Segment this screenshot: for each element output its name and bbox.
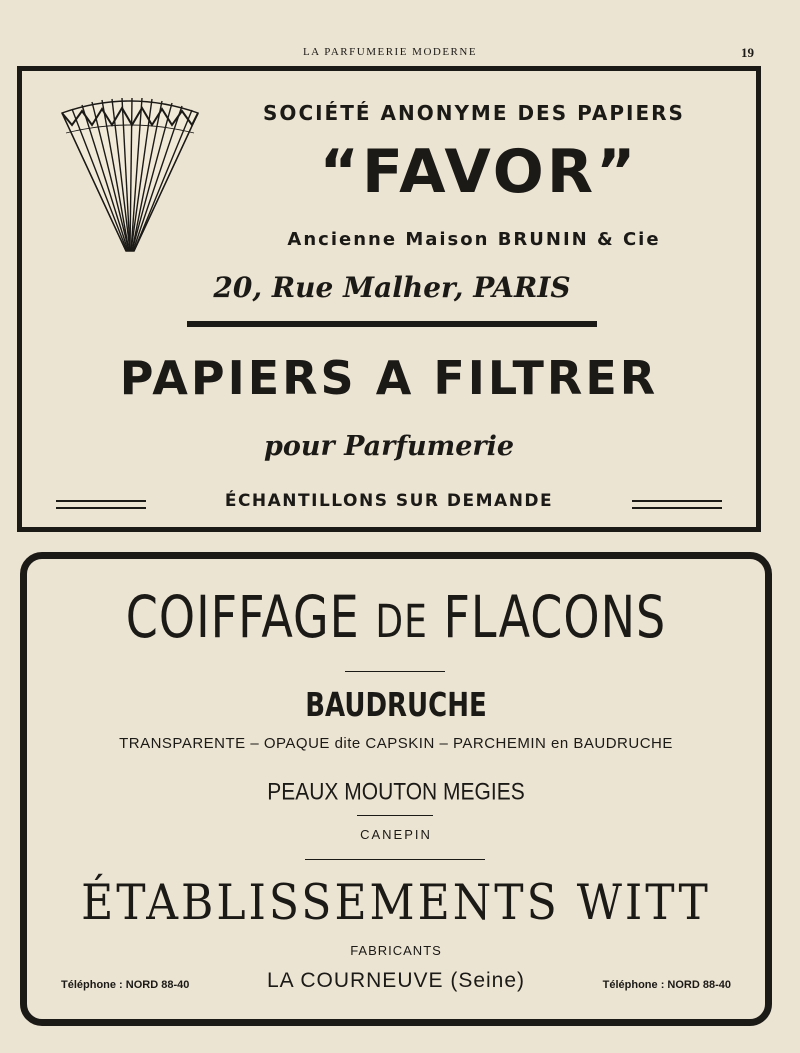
headline-connector: DE [375,596,428,648]
company-name: SOCIÉTÉ ANONYME DES PAPIERS [263,101,685,125]
canvas-product: CANEPIN [360,827,432,842]
double-rule-right [632,500,722,509]
filter-paper-icon [58,93,202,255]
divider-rule [357,815,433,816]
ad-headline [27,583,765,651]
firm-location: LA COURNEUVE (Seine) [266,969,526,992]
headline-word-1: COIFFAGE [125,583,360,651]
heavy-rule [187,321,597,327]
brand-name: “FAVOR” [319,137,639,207]
material-types: TRANSPARENTE – OPAQUE dite CAPSKIN – PARCHEMIN en BAUDRUCHE [119,735,673,752]
page-number: 19 [741,45,754,60]
former-house: Ancienne Maison BRUNIN & Cie [287,229,661,250]
samples-row [52,491,726,515]
favor-advertisement [17,66,761,532]
divider-rule [345,671,445,672]
product-use: pour Parfumerie [263,431,515,462]
divider-rule [305,859,485,860]
running-title: LA PARFUMERIE MODERNE [302,46,478,58]
material-name: BAUDRUCHE [305,687,487,725]
leather-product: PEAUX MOUTON MEGIES [267,779,525,806]
page-header [0,44,800,64]
product-title: PAPIERS A FILTRER [119,351,659,405]
address: 20, Rue Malher, PARIS [213,271,571,304]
phone-left: Téléphone : NORD 88-40 [61,979,190,991]
firm-name: ÉTABLISSEMENTS WITT [81,875,711,932]
makers-label: FABRICANTS [350,943,442,958]
phone-right: Téléphone : NORD 88-40 [602,979,731,991]
samples-note: ÉCHANTILLONS SUR DEMANDE [224,491,554,511]
headline-word-2: FLACONS [443,583,667,651]
witt-advertisement [20,552,772,1026]
